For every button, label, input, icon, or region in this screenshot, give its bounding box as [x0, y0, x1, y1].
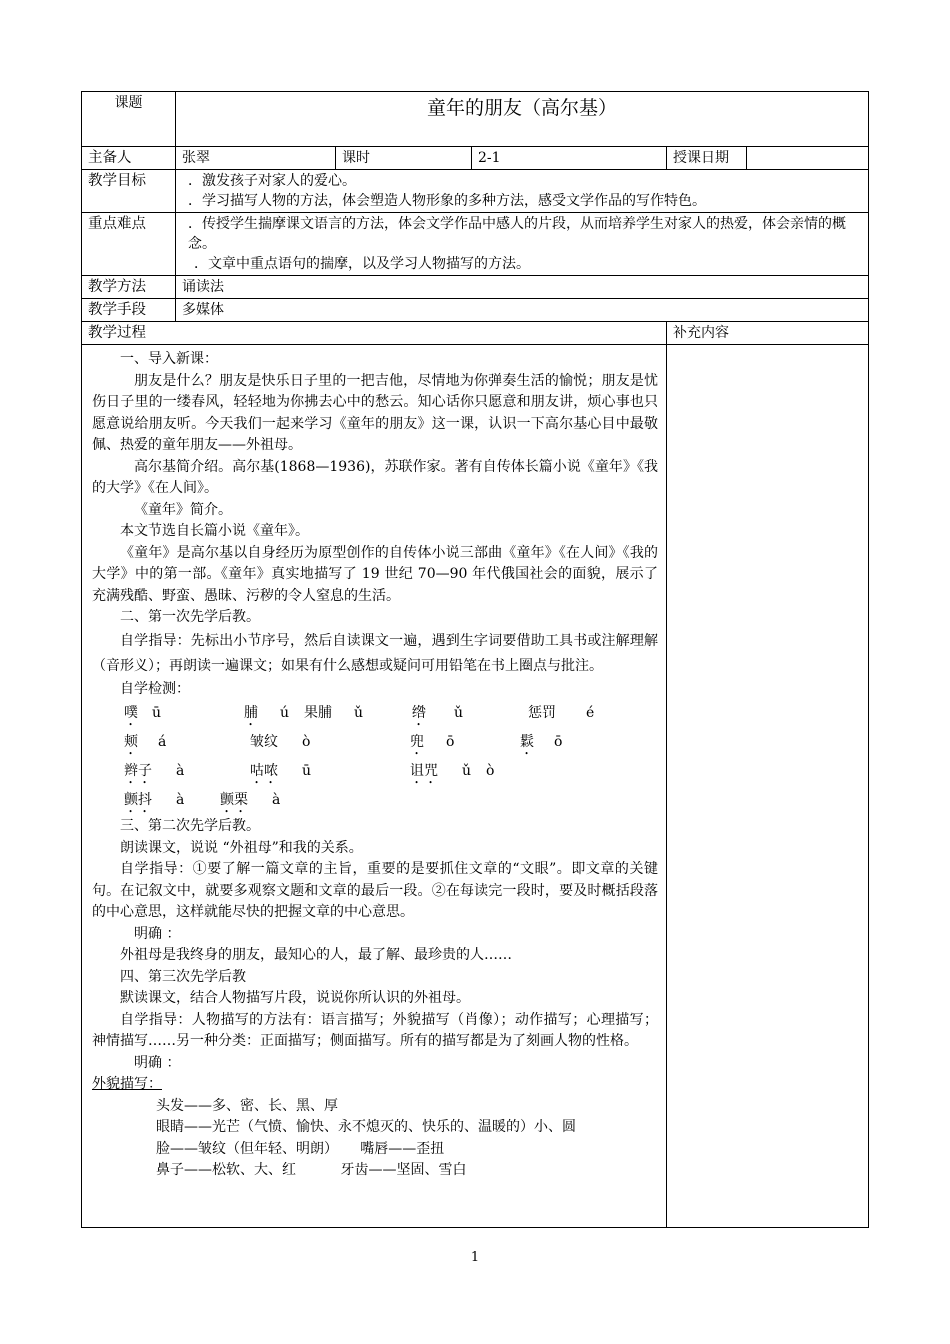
period-value: 2-1 [472, 147, 667, 170]
title-row [82, 92, 869, 147]
vocab-word: 咕哝 [250, 763, 278, 779]
vocab-word: 果脯 [304, 705, 332, 721]
section-heading: 二、第一次先学后教。 [120, 609, 260, 625]
method-row [82, 276, 869, 299]
vocab-word: 脯 [244, 705, 258, 721]
vocab-word: 兜 [410, 734, 424, 750]
means-row [82, 299, 869, 322]
vocab-word: 颤栗 [220, 792, 248, 808]
paragraph: 明确 ： [134, 1054, 181, 1071]
goal-item: ．学习描写人物的方法，体会塑造人物形象的多种方法，感受文学作品的写作特色。 [188, 193, 706, 209]
vocab-pinyin: ǔ [462, 763, 472, 779]
method-label: 教学方法 [82, 276, 176, 299]
vocab-word: 惩罚 [528, 705, 556, 721]
preparer-label: 主备人 [82, 147, 176, 170]
vocab-word: 噗 [124, 705, 138, 721]
keypoint-item: ．文章中重点语句的揣摩，以及学习人物描写的方法。 [194, 256, 530, 272]
keypoints-row [82, 213, 869, 276]
keypoints-label: 重点难点 [82, 213, 176, 276]
vocab-pinyin: ú [280, 705, 290, 721]
page-number: 1 [470, 1250, 480, 1265]
appearance-line: 脸——皱纹（但年轻、明朗） 嘴唇——歪扭 [156, 1140, 445, 1157]
info-row [82, 147, 869, 170]
paragraph: 朋友是什么？朋友是快乐日子里的一把吉他，尽情地为你弹奏生活的愉悦；朋友是忧伤日子里的一缕春风，轻轻地为你拂去心中的愁云。知心话你只愿意和朋友讲，烦心事也只愿意说给朋友听。今天我们一起来学习《童年的朋友》这一课，认识一下高尔基心目中最敬佩、热爱的童年朋友——外祖母。 [92, 372, 658, 453]
paragraph: 自学指导：人物描写的方法有：语言描写；外貌描写（肖像）；动作描写；心理描写；神情描写……另一种分类：正面描写；侧面描写。所有的描写都是为了刻画人物的性格。 [92, 1011, 658, 1049]
vocab-word: 皱纹 [250, 734, 278, 750]
section-heading: 四、第三次先学后教 [120, 968, 246, 985]
vocab-pinyin: á [158, 734, 167, 750]
keypoint-item: ．传授学生揣摩课文语言的方法，体会文学作品中感人的片段，从而培养学生对家人的热爱，体会亲情的概念。 [188, 216, 846, 252]
goals-content [176, 170, 869, 213]
paragraph: 自学检测： [120, 680, 190, 697]
paragraph: 《童年》是高尔基以自身经历为原型创作的自传体小说三部曲《童年》《在人间》《我的大学》中的第一部。《童年》真实地描写了 19 世纪 70—90 年代俄国社会的面貌，展示了充满残酷、野蛮、愚昧、污秽的令人窒息的生活。 [92, 544, 658, 604]
vocab-pinyin: ò [302, 734, 311, 750]
appearance-line: 眼睛——光芒（气愤、愉快、永不熄灭的、快乐的、温暖的）小、圆 [156, 1119, 576, 1135]
vocab-pinyin: ō [446, 734, 455, 750]
means-label: 教学手段 [82, 299, 176, 322]
vocab-pinyin: ǔ [354, 705, 364, 721]
lesson-plan-table [81, 91, 869, 1228]
vocab-row [92, 787, 658, 816]
process-body-row [82, 345, 869, 1228]
process-content [82, 345, 667, 1228]
section-heading: 一、导入新课： [120, 351, 218, 367]
goal-item: ．激发孩子对家人的爱心。 [188, 173, 356, 189]
lesson-title: 童年的朋友（高尔基） [176, 92, 869, 147]
vocab-row [92, 729, 658, 758]
paragraph: 本文节选自长篇小说《童年》。 [120, 523, 309, 539]
supplement-content [667, 345, 869, 1228]
preparer-value: 张翠 [176, 147, 336, 170]
vocab-list [92, 700, 658, 816]
paragraph: 自学指导：先标出小节序号，然后自读课文一遍，遇到生字词要借助工具书或注解理解（音形义）；再朗读一遍课文；如果有什么感想或疑问可用铅笔在书上圈点与批注。 [92, 632, 658, 674]
vocab-word: 鬏 [520, 734, 534, 750]
appearance-line: 鼻子——松软、大、红 牙齿——坚固、雪白 [156, 1162, 467, 1178]
date-value [747, 147, 869, 170]
process-header-row [82, 322, 869, 345]
vocab-pinyin: ò [486, 763, 495, 779]
vocab-word: 颤抖 [124, 792, 152, 808]
vocab-pinyin: à [272, 792, 281, 808]
vocab-word: 辫子 [124, 763, 152, 779]
vocab-pinyin: à [176, 763, 185, 779]
vocab-word: 颊 [124, 734, 138, 750]
paragraph: 自学指导：①要了解一篇文章的主旨，重要的是要抓住文章的“文眼”。即文章的关键句。在记叙文中，就要多观察文题和文章的最后一段。②在每读完一段时，要及时概括段落的中心意思，这样就能尽快的把握文章的中心意思。 [92, 861, 658, 920]
goals-label: 教学目标 [82, 170, 176, 213]
vocab-row [92, 700, 658, 729]
vocab-pinyin: ū [302, 763, 312, 779]
method-value: 诵读法 [176, 276, 869, 299]
paragraph: 朗读课文，说说 “外祖母”和我的关系。 [120, 839, 363, 856]
vocab-pinyin: à [176, 792, 185, 808]
keypoints-content [176, 213, 869, 276]
vocab-row [92, 758, 658, 787]
vocab-word: 绺 [412, 705, 426, 721]
appearance-heading: 外貌描写： [92, 1076, 162, 1092]
process-label: 教学过程 [82, 322, 667, 345]
paragraph: 高尔基简介绍。高尔基(1868—1936)，苏联作家。著有自传体长篇小说《童年》《我的大学》《在人间》。 [92, 458, 658, 496]
goals-row [82, 170, 869, 213]
vocab-pinyin: ū [152, 705, 162, 721]
paragraph: 《童年》简介。 [134, 501, 232, 518]
appearance-line: 头发——多、密、长、黑、厚 [156, 1097, 338, 1114]
paragraph: 外祖母是我终身的朋友，最知心的人，最了解、最珍贵的人…… [120, 947, 512, 963]
vocab-pinyin: é [586, 705, 595, 721]
vocab-pinyin: ǔ [454, 705, 464, 721]
section-heading: 三、第二次先学后教。 [120, 818, 260, 834]
period-label: 课时 [336, 147, 472, 170]
vocab-word: 诅咒 [410, 763, 438, 779]
topic-label: 课题 [82, 92, 176, 147]
vocab-pinyin: ō [554, 734, 563, 750]
means-value: 多媒体 [176, 299, 869, 322]
paragraph: 默读课文，结合人物描写片段，说说你所认识的外祖母。 [120, 990, 470, 1006]
date-label: 授课日期 [667, 147, 747, 170]
paragraph: 明确 ： [134, 925, 181, 942]
supplement-label: 补充内容 [667, 322, 869, 345]
